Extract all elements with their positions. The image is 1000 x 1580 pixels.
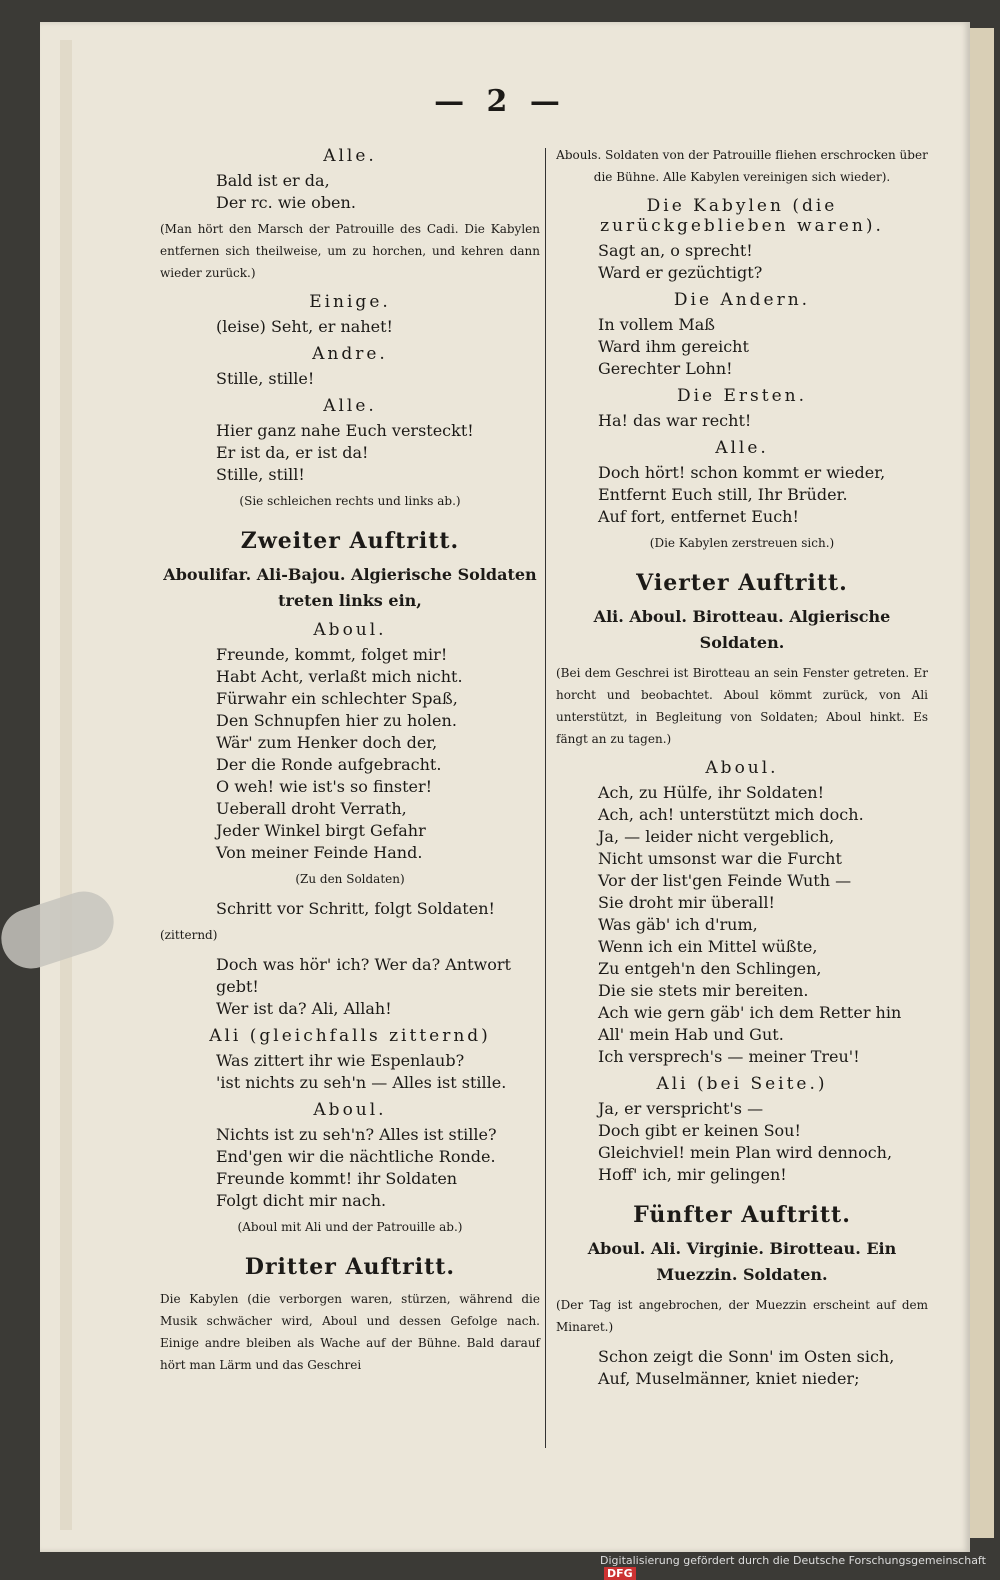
verse-line: Ueberall droht Verrath, bbox=[216, 799, 407, 818]
verse-line: Ha! das war recht! bbox=[598, 411, 752, 430]
verse-line: O weh! wie ist's so finster! bbox=[216, 777, 433, 796]
verse-line: Zu entgeh'n den Schlingen, bbox=[598, 959, 822, 978]
page-edge bbox=[968, 28, 994, 1538]
stage-direction: Abouls. Soldaten von der Patrouille fliehen erschrocken über die Bühne. Alle Kabylen vereinigen sich wieder). bbox=[556, 148, 928, 184]
verse-line: Wär' zum Henker doch der, bbox=[216, 733, 438, 752]
verse-line: Der rc. wie oben. bbox=[216, 193, 356, 212]
verse-block bbox=[598, 1346, 928, 1390]
page-number: — 2 — bbox=[434, 84, 566, 119]
verse-line: In vollem Maß bbox=[598, 315, 715, 334]
stage-direction: (Bei dem Geschrei ist Birotteau an sein Fenster getreten. Er horcht und beobachtet. Aboul kömmt zurück, von Ali unterstützt, in Begleitung von Soldaten; Aboul hinkt. Es fängt an zu tagen.) bbox=[556, 666, 928, 746]
stage-direction: (Sie schleichen rechts und links ab.) bbox=[239, 494, 461, 508]
verse-line: Freunde kommt! ihr Soldaten bbox=[216, 1169, 458, 1188]
verse-line: Wenn ich ein Mittel wüßte, bbox=[598, 937, 818, 956]
verse-line: Nicht umsonst war die Furcht bbox=[598, 849, 842, 868]
scene-heading: Zweiter Auftritt. bbox=[240, 528, 460, 554]
verse-line: 'ist nichts zu seh'n — Alles ist stille. bbox=[216, 1073, 507, 1092]
verse-line: Ach wie gern gäb' ich dem Retter hin bbox=[598, 1003, 902, 1022]
verse-line: All' mein Hab und Gut. bbox=[598, 1025, 784, 1044]
verse-line: Wer ist da? Ali, Allah! bbox=[216, 999, 392, 1018]
verse-block bbox=[216, 170, 540, 214]
cast-list: Aboulifar. Ali-Bajou. Algierische Soldaten treten links ein, bbox=[163, 565, 537, 610]
verse-line: Doch hört! schon kommt er wieder, bbox=[598, 463, 886, 482]
verse-block bbox=[216, 644, 540, 864]
verse-line: Sie droht mir überall! bbox=[598, 893, 775, 912]
verse-line: Habt Acht, verlaßt mich nicht. bbox=[216, 667, 463, 686]
verse-block bbox=[216, 954, 540, 1020]
column-divider bbox=[545, 148, 546, 1448]
stage-direction: Die Kabylen (die verborgen waren, stürzen, während die Musik schwächer wird, Aboul und dessen Gefolge nach. Einige andre bleiben als Wache auf der Bühne. Bald darauf hört man Lärm und das Geschrei bbox=[160, 1292, 540, 1372]
stage-direction: (Man hört den Marsch der Patrouille des Cadi. Die Kabylen entfernen sich theilweise, um zu horchen, und kehren dann wieder zurück.) bbox=[160, 222, 540, 280]
verse-line: (leise) Seht, er nahet! bbox=[216, 317, 393, 336]
speaker-name: Andre. bbox=[312, 344, 388, 364]
verse-block bbox=[216, 420, 540, 486]
verse-line: Gerechter Lohn! bbox=[598, 359, 733, 378]
verse-line: Schritt vor Schritt, folgt Soldaten! bbox=[216, 899, 495, 918]
verse-line: Stille, still! bbox=[216, 465, 305, 484]
verse-line: Den Schnupfen hier zu holen. bbox=[216, 711, 457, 730]
verse-line: Ich versprech's — meiner Treu'! bbox=[598, 1047, 860, 1066]
speaker-name: Ali (bei Seite.) bbox=[656, 1074, 828, 1094]
page-fold bbox=[60, 40, 72, 1530]
verse-line: Gleichviel! mein Plan wird dennoch, bbox=[598, 1143, 893, 1162]
scene-heading: Fünfter Auftritt. bbox=[633, 1202, 851, 1228]
footer-text: Digitalisierung gefördert durch die Deutsche Forschungsgemeinschaft bbox=[600, 1554, 986, 1567]
verse-line: Bald ist er da, bbox=[216, 171, 330, 190]
verse-line: Fürwahr ein schlechter Spaß, bbox=[216, 689, 458, 708]
verse-line: Ach, zu Hülfe, ihr Soldaten! bbox=[598, 783, 825, 802]
left-column bbox=[160, 140, 540, 1384]
verse-line: Hier ganz nahe Euch versteckt! bbox=[216, 421, 474, 440]
speaker-name: Alle. bbox=[323, 396, 377, 416]
verse-line: Sagt an, o sprecht! bbox=[598, 241, 753, 260]
verse-line: Doch was hör' ich? Wer da? Antwort gebt! bbox=[216, 955, 511, 996]
verse-line: Vor der list'gen Feinde Wuth — bbox=[598, 871, 852, 890]
verse-line: Ja, er verspricht's — bbox=[598, 1099, 764, 1118]
verse-block bbox=[598, 1098, 928, 1186]
verse-line: Ach, ach! unterstützt mich doch. bbox=[598, 805, 864, 824]
verse-block bbox=[598, 410, 928, 432]
stage-direction: (Die Kabylen zerstreuen sich.) bbox=[649, 536, 835, 550]
verse-block bbox=[216, 898, 540, 920]
verse-line: End'gen wir die nächtliche Ronde. bbox=[216, 1147, 496, 1166]
speaker-name: Die Andern. bbox=[673, 290, 811, 310]
right-column bbox=[556, 140, 928, 1390]
stage-direction: (Der Tag ist angebrochen, der Muezzin erscheint auf dem Minaret.) bbox=[556, 1298, 928, 1334]
verse-line: Was zittert ihr wie Espenlaub? bbox=[216, 1051, 465, 1070]
footer-credit bbox=[600, 1554, 1000, 1580]
speaker-name: Einige. bbox=[309, 292, 391, 312]
verse-block bbox=[598, 462, 928, 528]
scene-heading: Dritter Auftritt. bbox=[244, 1254, 456, 1280]
verse-line: Auf fort, entfernet Euch! bbox=[598, 507, 799, 526]
scene-heading: Vierter Auftritt. bbox=[636, 570, 848, 596]
verse-block bbox=[216, 1124, 540, 1212]
verse-line: Entfernt Euch still, Ihr Brüder. bbox=[598, 485, 848, 504]
stage-direction: (Aboul mit Ali und der Patrouille ab.) bbox=[237, 1220, 463, 1234]
verse-line: Von meiner Feinde Hand. bbox=[216, 843, 423, 862]
verse-block bbox=[216, 316, 540, 338]
speaker-name: Aboul. bbox=[705, 758, 779, 778]
verse-line: Ward er gezüchtigt? bbox=[598, 263, 763, 282]
verse-line: Hoff' ich, mir gelingen! bbox=[598, 1165, 787, 1184]
verse-block bbox=[216, 1050, 540, 1094]
verse-line: Er ist da, er ist da! bbox=[216, 443, 369, 462]
verse-block bbox=[598, 240, 928, 284]
speaker-name: Die Kabylen (die zurückgeblieben waren). bbox=[600, 196, 884, 236]
cast-list: Aboul. Ali. Virginie. Birotteau. Ein Muezzin. Soldaten. bbox=[587, 1239, 897, 1284]
verse-line: Auf, Muselmänner, kniet nieder; bbox=[598, 1369, 860, 1388]
speaker-name: Aboul. bbox=[313, 1100, 387, 1120]
verse-block bbox=[598, 782, 928, 1068]
stage-direction: (zitternd) bbox=[160, 928, 218, 942]
verse-line: Ja, — leider nicht vergeblich, bbox=[598, 827, 835, 846]
dfg-logo: DFG bbox=[604, 1567, 636, 1580]
speaker-name: Aboul. bbox=[313, 620, 387, 640]
verse-line: Folgt dicht mir nach. bbox=[216, 1191, 387, 1210]
verse-line: Was gäb' ich d'rum, bbox=[598, 915, 758, 934]
verse-line: Der die Ronde aufgebracht. bbox=[216, 755, 442, 774]
stage-direction: (Zu den Soldaten) bbox=[295, 872, 405, 886]
verse-line: Nichts ist zu seh'n? Alles ist stille? bbox=[216, 1125, 497, 1144]
verse-line: Die sie stets mir bereiten. bbox=[598, 981, 809, 1000]
verse-line: Doch gibt er keinen Sou! bbox=[598, 1121, 801, 1140]
verse-block bbox=[598, 314, 928, 380]
verse-line: Freunde, kommt, folget mir! bbox=[216, 645, 448, 664]
speaker-name: Ali (gleichfalls zitternd) bbox=[209, 1026, 491, 1046]
cast-list: Ali. Aboul. Birotteau. Algierische Soldaten. bbox=[593, 607, 891, 652]
verse-line: Schon zeigt die Sonn' im Osten sich, bbox=[598, 1347, 895, 1366]
speaker-name: Alle. bbox=[715, 438, 769, 458]
verse-block bbox=[216, 368, 540, 390]
verse-line: Jeder Winkel birgt Gefahr bbox=[216, 821, 426, 840]
verse-line: Ward ihm gereicht bbox=[598, 337, 749, 356]
speaker-name: Die Ersten. bbox=[676, 386, 808, 406]
verse-line: Stille, stille! bbox=[216, 369, 315, 388]
speaker-name: Alle. bbox=[323, 146, 377, 166]
